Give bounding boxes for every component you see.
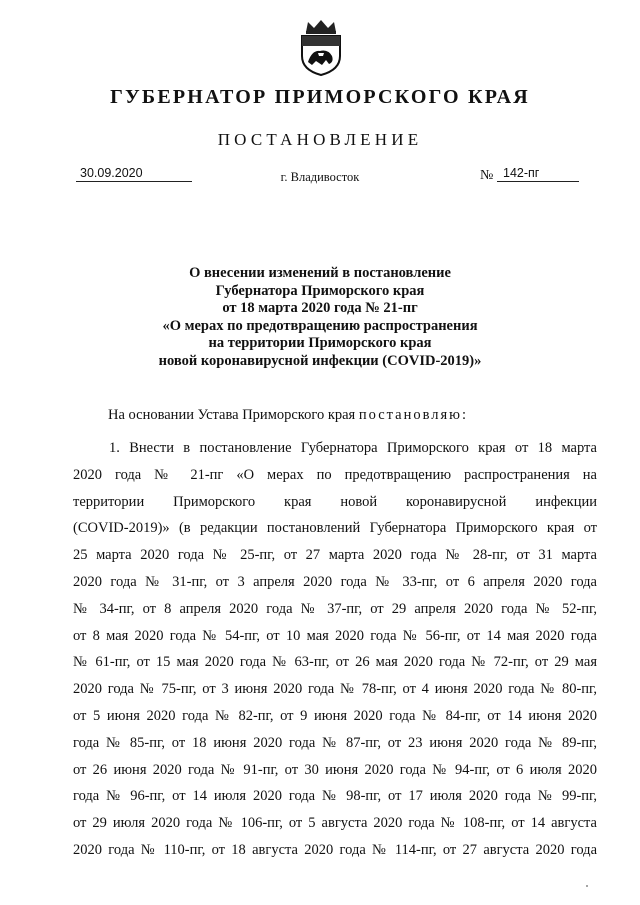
body-line: от 5 июня 2020 года № 82-пг, от 9 июня 2020 года № 84-пг, от 14 июня 2020: [73, 707, 597, 724]
body-line: (COVID-2019)» (в редакции постановлений Губернатора Приморского края от: [73, 520, 597, 537]
body-paragraph: [73, 435, 597, 864]
body-line: № 61-пг, от 15 мая 2020 года № 63-пг, от 26 мая 2020 года № 72-пг, от 29 мая: [73, 654, 597, 671]
heading-line: новой коронавирусной инфекции (COVID-2019)»: [158, 352, 482, 369]
document-heading: [0, 265, 640, 370]
body-line: № 34-пг, от 8 апреля 2020 года № 37-пг, от 29 апреля 2020 года № 52-пг,: [73, 600, 597, 617]
body-line: года № 96-пг, от 14 июля 2020 года № 98-пг, от 17 июля 2020 года № 99-пг,: [73, 788, 597, 805]
body-line: от 26 июня 2020 года № 91-пг, от 30 июня 2020 года № 94-пг, от 6 июля 2020: [73, 761, 597, 778]
intro-keyword: постановляю:: [358, 407, 469, 423]
scan-dot: [586, 885, 588, 887]
heading-line: «О мерах по предотвращению распространения: [162, 317, 478, 334]
heading-line: на территории Приморского края: [208, 335, 432, 351]
document-type: ПОСТАНОВЛЕНИЕ: [217, 130, 423, 149]
coat-of-arms-icon: [298, 18, 344, 76]
document-number: 142-пг: [497, 166, 579, 182]
document-city: г. Владивосток: [280, 170, 360, 184]
body-line: от 8 мая 2020 года № 54-пг, от 10 мая 2020 года № 56-пг, от 14 мая 2020 года: [73, 627, 597, 644]
body-line: года № 85-пг, от 18 июня 2020 года № 87-пг, от 23 июня 2020 года № 89-пг,: [73, 734, 597, 751]
heading-line: Губернатора Приморского края: [215, 282, 425, 299]
body-line: 2020 года № 21-пг «О мерах по предотвращению распространения на: [73, 466, 597, 483]
document-date: 30.09.2020: [76, 166, 192, 182]
body-line: территории Приморского края новой коронавирусной инфекции: [73, 493, 597, 510]
body-line: 2020 года № 31-пг, от 3 апреля 2020 года № 33-пг, от 6 апреля 2020 года: [73, 573, 597, 590]
governor-title: ГУБЕРНАТОР ПРИМОРСКОГО КРАЯ: [110, 86, 530, 108]
heading-line: от 18 марта 2020 года № 21-пг: [222, 300, 418, 316]
number-sign: №: [480, 168, 494, 183]
body-line: 2020 года № 75-пг, от 3 июня 2020 года № 78-пг, от 4 июня 2020 года № 80-пг,: [73, 681, 597, 698]
body-line: 25 марта 2020 года № 25-пг, от 27 марта 2020 года № 28-пг, от 31 марта: [73, 547, 597, 564]
intro-text: На основании Устава Приморского края: [108, 407, 356, 423]
intro-paragraph: [108, 407, 468, 424]
body-line: 2020 года № 110-пг, от 18 августа 2020 года № 114-пг, от 27 августа 2020 года: [73, 841, 597, 858]
heading-line: О внесении изменений в постановление: [189, 265, 451, 281]
body-line: 1. Внести в постановление Губернатора Приморского края от 18 марта: [109, 440, 597, 456]
body-line: от 29 июля 2020 года № 106-пг, от 5 августа 2020 года № 108-пг, от 14 августа: [73, 815, 597, 832]
